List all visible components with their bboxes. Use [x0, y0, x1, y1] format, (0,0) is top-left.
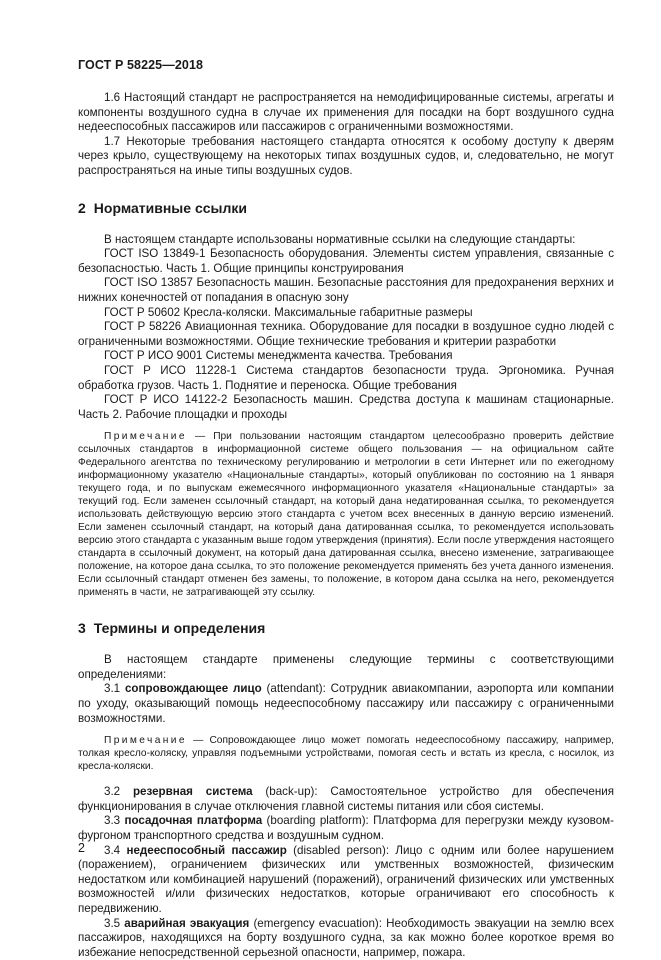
note-text: — Сопровождающее лицо может помогать недееспособному пассажиру, например, толкая кресло-коляску, управляя подъемными устройствами, помогая сесть и встать из кресла, с носилок, из кресла-коляски. — [78, 735, 614, 773]
section-2-heading — [78, 199, 614, 217]
term-number: 3.3 — [104, 814, 121, 828]
term-name: аварийная эвакуация — [124, 916, 250, 930]
term-name: посадочная платформа — [124, 814, 263, 828]
note-label: Примечание — [104, 431, 187, 443]
term-number: 3.5 — [104, 916, 121, 930]
reference-item: ГОСТ Р ИСО 14122-2 Безопасность машин. Средства доступа к машинам стационарные. Часть 2. Рабочие площадки и проходы — [78, 393, 614, 421]
term-number: 3.1 — [104, 682, 121, 696]
term-definition: (back-up): Самостоятельное устройство для обеспечения функционирования в случае отключения главной системы питания или сбоя системы. — [78, 785, 614, 813]
term-definition: (boarding platform): Платформа для перегрузки между кузовом-фургоном транспортного средства и воздушным судном. — [78, 814, 614, 843]
note-text: — При пользовании настоящим стандартом целесообразно проверить действие ссылочных стандартов в информационной системе общего пользования — на официальном сайте Федерального агентства по техническому регулированию и метрологии в сети Интернет или по ежегодному информационному указателю «Национальные стандарты», который опубликован по состоянию на 1 января текущего года, и по выпускам ежемесячного информационного указателя «Национальные стандарты» за текущий год. Если заменен ссылочный стандарт, на который дана недатированная ссылка, то рекомендуется использовать действующую версию этого стандарта с учетом всех внесенных в данную версию изменений. Если заменен ссылочный стандарт, на который дана датированная ссылка, то рекомендуется использовать версию этого стандарта с указанным выше годом утверждения (принятия). Если после утверждения настоящего стандарта в ссылочный документ, на который дана датированная ссылка, внесено изменение, затрагивающее положение, на которое дана ссылка, то это положение рекомендуется применять без учета данного изменения. Если ссылочный стандарт отменен без замены, то положение, в котором дана ссылка на него, рекомендуется применять в части, не затрагивающей эту ссылку. — [78, 431, 614, 599]
term-name: сопровождающее лицо — [124, 682, 262, 696]
reference-item: ГОСТ Р 50602 Кресла-коляски. Максимальные габаритные размеры — [104, 305, 473, 319]
section-3-heading — [78, 619, 614, 637]
term-definition: (attendant): Сотрудник авиакомпании, аэропорта или компании по уходу, оказывающий помощь недееспособному пассажиру или пассажиру с ограниченными возможностями. — [78, 682, 614, 725]
page-number: 2 — [78, 841, 85, 855]
term-3-1-note — [78, 734, 614, 773]
term-name: резервная система — [132, 785, 253, 799]
reference-item: ГОСТ ISO 13857 Безопасность машин. Безопасные расстояния для предохранения верхних и нижних конечностей от попадания в опасную зону — [78, 276, 614, 304]
term-definition: (disabled person): Лицо с одним или более нарушением (поражением), ограничением физических или умственных возможностей, физическим недостатком или комбинацией нарушений (поражений), ограничений физических или умственных возможностей и/или физических недостатков, которые ограничивают его способность к передвижению. — [78, 843, 614, 915]
term-number: 3.2 — [104, 785, 121, 799]
section-3-title: Термины и определения — [93, 620, 266, 637]
reference-item: ГОСТ Р 58226 Авиационная техника. Оборудование для посадки в воздушное судно людей с ограниченными возможностями. Общие технические требования и критерии разработки — [78, 320, 614, 348]
reference-item: ГОСТ Р ИСО 11228-1 Система стандартов безопасности труда. Эргономика. Ручная обработка грузов. Часть 1. Поднятие и переноска. Общие требования — [78, 363, 614, 392]
section-3-lead: В настоящем стандарте применены следующие термины с соответствующими определениями: — [78, 653, 614, 681]
term-3-5 — [78, 917, 614, 960]
term-number: 3.4 — [104, 843, 121, 857]
section-2-lead: В настоящем стандарте использованы нормативные ссылки на следующие стандарты: — [104, 232, 576, 246]
reference-item: ГОСТ Р ИСО 9001 Системы менеджмента качества. Требования — [104, 349, 453, 363]
section-2-note — [78, 430, 614, 599]
page-body — [78, 91, 614, 960]
term-3-3 — [78, 814, 614, 843]
section-3-number: 3 — [78, 620, 86, 637]
section-2-number: 2 — [78, 199, 86, 216]
term-3-1 — [78, 682, 614, 726]
term-definition: (emergency evacuation): Необходимость эвакуации на землю всех пассажиров, находящихся на борту воздушного судна, за как можно более короткое время во избежание непосредственной серьезной опасности, например, пожара. — [78, 916, 614, 959]
term-3-2 — [78, 785, 614, 814]
term-name: недееспособный пассажир — [126, 843, 287, 857]
page-header: ГОСТ Р 58225—2018 — [78, 58, 204, 72]
reference-item: ГОСТ ISO 13849-1 Безопасность оборудования. Элементы систем управления, связанные с безопасностью. Часть 1. Общие принципы конструирования — [78, 247, 614, 275]
note-label: Примечание — [104, 735, 187, 747]
clause-1-7: 1.7 Некоторые требования настоящего стандарта относятся к особому доступу к дверям через крыло, существующему на некоторых типах воздушных судов, и, следовательно, не могут распространяться на иные типы воздушных судов. — [78, 134, 614, 177]
term-3-4 — [78, 844, 614, 917]
section-2-title: Нормативные ссылки — [93, 199, 247, 216]
clause-1-6: 1.6 Настоящий стандарт не распространяется на немодифицированные системы, агрегаты и компоненты воздушного судна в случае их применения для посадки на борт воздушного судна недееспособных пассажиров или пассажиров с ограниченными возможностями. — [78, 91, 614, 134]
